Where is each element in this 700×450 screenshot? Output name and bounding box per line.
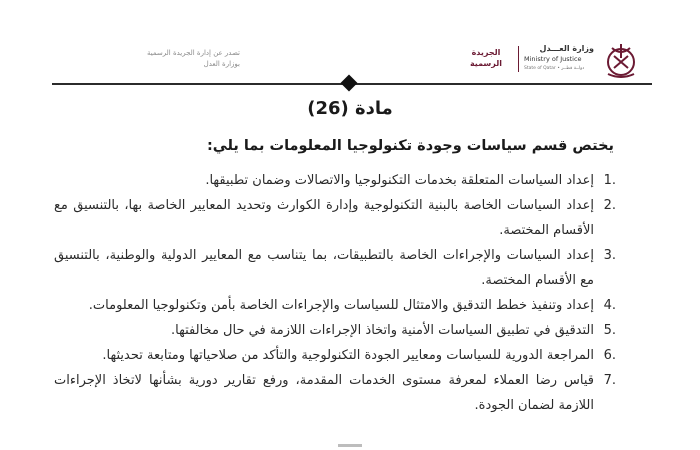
page-footer-mark	[338, 444, 362, 447]
item-number: .6	[603, 348, 616, 363]
gazette-line-1: الجريدة	[471, 48, 501, 57]
list-item	[54, 318, 616, 343]
list-item	[54, 168, 616, 193]
item-text: إعداد السياسات والإجراءات الخاصة بالتطبيقات، بما يتناسب مع المعايير الدولية والوطنية، بالتنسيق مع الأقسام المختصة.	[54, 248, 594, 288]
qatar-emblem-icon	[600, 38, 642, 80]
item-text: التدقيق في تطبيق السياسات الأمنية واتخاذ الإجراءات اللازمة في حال مخالفتها.	[171, 323, 594, 338]
publisher-line-1: تصدر عن إدارة الجريدة الرسمية	[147, 49, 240, 57]
ministry-name-en: Ministry of Justice	[524, 55, 582, 63]
article-items-list	[54, 168, 616, 418]
gazette-line-2: الرسمية	[469, 59, 503, 68]
list-item	[54, 193, 616, 243]
page-header	[0, 0, 700, 80]
item-number: .2	[603, 198, 616, 213]
item-text: المراجعة الدورية للسياسات ومعايير الجودة التكنولوجية والتأكد من صلاحياتها ومتابعة تحديثها.	[102, 348, 594, 363]
item-number: .4	[603, 298, 616, 313]
article-intro: يختص قسم سياسات وجودة تكنولوجيا المعلومات بما يلي:	[206, 138, 614, 154]
article-title: مادة (26)	[307, 98, 393, 119]
item-number: .5	[603, 323, 616, 338]
item-number: .1	[603, 173, 616, 188]
ministry-name-ar: وزارة العـــدل	[539, 44, 594, 53]
item-text: إعداد السياسات الخاصة بالبنية التكنولوجية وإدارة الكوارث وتحديد المعايير الخاصة بها، بالتنسيق مع الأقسام المختصة.	[54, 198, 594, 238]
ministry-state: State of Qatar • دولــة قطــر	[524, 66, 585, 71]
list-item	[54, 343, 616, 368]
publisher-line-2: بوزارة العدل	[203, 60, 240, 68]
item-number: .3	[603, 248, 616, 263]
list-item	[54, 243, 616, 293]
item-number: .7	[603, 373, 616, 388]
item-text: إعداد السياسات المتعلقة بخدمات التكنولوجيا والاتصالات وضمان تطبيقها.	[205, 173, 594, 188]
item-text: إعداد وتنفيذ خطط التدقيق والامتثال للسياسات والإجراءات الخاصة بأمن وتكنولوجيا المعلومات.	[88, 298, 594, 313]
publisher-note	[60, 48, 240, 70]
list-item	[54, 293, 616, 318]
ministry-logo-text	[524, 44, 594, 74]
logo-separator	[518, 46, 519, 72]
official-gazette-logo	[462, 47, 510, 69]
item-text: قياس رضا العملاء لمعرفة مستوى الخدمات المقدمة، ورفع تقارير دورية بشأنها لاتخاذ الإجراءات اللازمة لضمان الجودة.	[54, 373, 594, 413]
list-item	[54, 368, 616, 418]
